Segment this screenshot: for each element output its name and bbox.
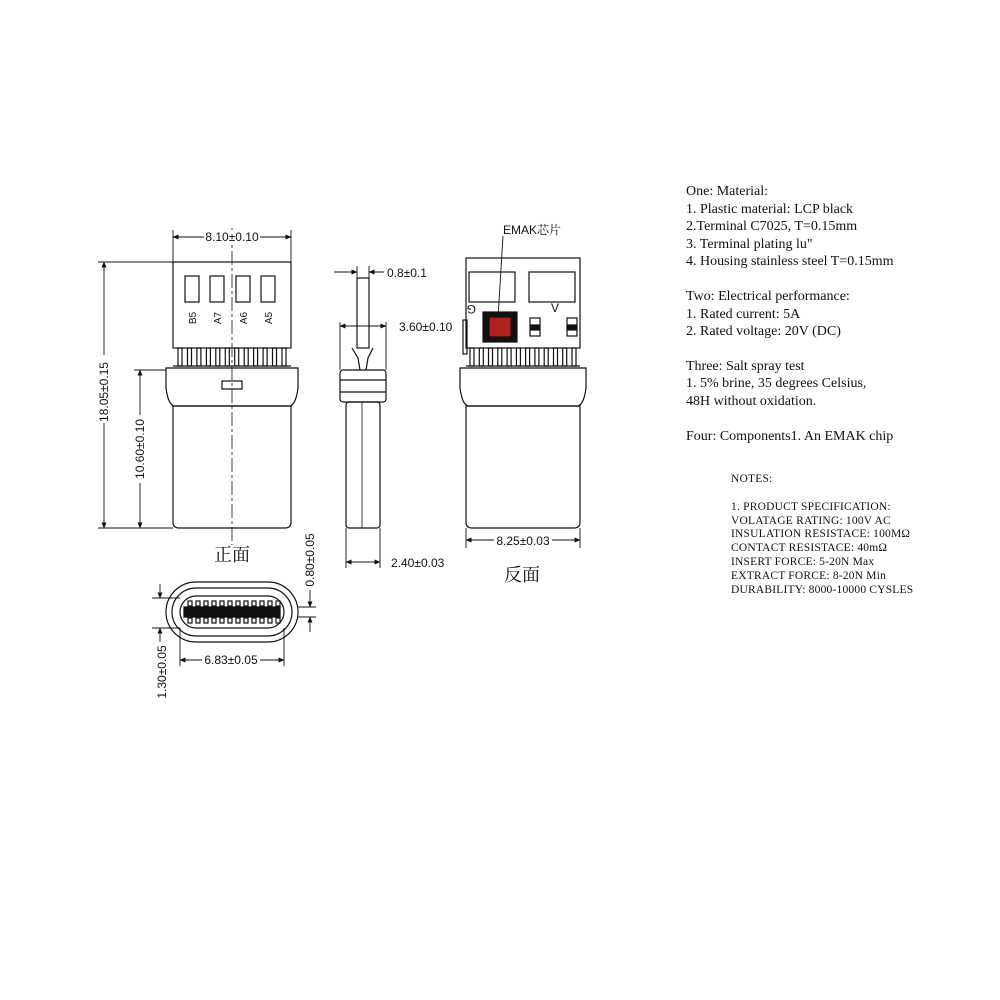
terminal-pin (273, 348, 277, 366)
notes-item: 1. PRODUCT SPECIFICATION: (731, 500, 891, 513)
side-view (340, 278, 386, 528)
terminal-pin (254, 348, 258, 366)
contact-tooth (196, 601, 200, 606)
dim-side-width: 2.40±0.03 (391, 556, 445, 570)
pin-label: A7 (213, 311, 224, 325)
contact-tooth (196, 618, 200, 623)
dim-opening-height: 1.30±0.05 (155, 645, 169, 699)
notes-item: INSERT FORCE: 5-20N Max (731, 555, 875, 568)
contact-tooth (276, 601, 280, 606)
back-view (460, 236, 586, 528)
pin-labels (188, 311, 275, 324)
terminal-pin (244, 348, 248, 366)
contact-tooth (244, 601, 248, 606)
spec-item: 2.Terminal C7025, T=0.15mm (686, 219, 858, 235)
terminal-pin (197, 348, 201, 366)
terminal-pin (470, 348, 474, 366)
dim-pcb-thickness: 0.8±0.1 (387, 266, 427, 280)
notes-item: DURABILITY: 8000-10000 CYSLES (731, 583, 914, 596)
contact-tooth (220, 618, 224, 623)
pin-label: B5 (188, 311, 199, 325)
dim-shell-height: 10.60±0.10 (133, 419, 147, 479)
terminal-pin (188, 348, 192, 366)
spec-item: 3. Terminal plating lu" (686, 236, 813, 252)
terminal-pin (554, 348, 558, 366)
notes-item: CONTACT RESISTACE: 40mΩ (731, 542, 888, 555)
pin-label: A5 (264, 311, 275, 325)
contact-tooth (244, 618, 248, 623)
terminal-pin (282, 348, 286, 366)
contact-tooth (228, 618, 232, 623)
dim-side-height: 3.60±0.10 (399, 320, 453, 334)
terminal-pin (206, 348, 210, 366)
contact-tooth (220, 601, 224, 606)
contact-tooth (212, 618, 216, 623)
contact-tooth (260, 618, 264, 623)
spec-title: Four: Components1. An EMAK chip (686, 428, 894, 444)
contact-tooth (188, 618, 192, 623)
spec-item: 48H without oxidation. (686, 393, 817, 409)
spec-title: Three: Salt spray test (686, 358, 805, 374)
terminal-pin (263, 348, 267, 366)
contact-tooth (188, 601, 192, 606)
terminal-pin (235, 348, 239, 366)
spec-item: 4. Housing stainless steel T=0.15mm (686, 254, 894, 270)
spec-item: 1. Rated current: 5A (686, 306, 801, 322)
terminal-pin (216, 348, 220, 366)
terminal-pin (526, 348, 530, 366)
contact-tooth (268, 601, 272, 606)
terminal-pin (544, 348, 548, 366)
spec-salt (686, 358, 986, 411)
dim-width-top: 8.10±0.10 (205, 230, 259, 244)
notes-item: INSULATION RESISTACE: 100MΩ (731, 528, 911, 541)
terminal-pin (178, 348, 182, 366)
contact-tooth (236, 618, 240, 623)
notes-title: NOTES: (731, 473, 773, 485)
front-dimensions (98, 230, 291, 528)
terminal-pin (563, 348, 567, 366)
contact-tooth (228, 601, 232, 606)
contact-tooth (260, 601, 264, 606)
dim-opening-height-small: 0.80±0.05 (303, 533, 317, 587)
spec-item: 1. 5% brine, 35 degrees Celsius, (686, 376, 867, 392)
terminal-pin (479, 348, 483, 366)
notes-item: EXTRACT FORCE: 8-20N Min (731, 569, 887, 582)
terminal-pin (572, 348, 576, 366)
terminal-pin (507, 348, 511, 366)
contact-tooth (268, 618, 272, 623)
terminal-pin (535, 348, 539, 366)
contact-tooth (204, 618, 208, 623)
side-dimensions (334, 266, 386, 568)
dim-opening-width: 6.83±0.05 (204, 653, 258, 667)
terminal-pin (489, 348, 493, 366)
dim-total-height: 18.05±0.15 (97, 362, 111, 422)
contact-tooth (276, 618, 280, 623)
spec-title: One: Material: (686, 184, 769, 199)
spec-title: Two: Electrical performance: (686, 288, 850, 304)
contact-tooth (212, 601, 216, 606)
contact-tooth (204, 601, 208, 606)
contact-tooth (236, 601, 240, 606)
contact-tooth (252, 618, 256, 623)
chip-label: EMAK芯片 (503, 223, 562, 237)
notes-block (731, 473, 991, 597)
terminal-pin (498, 348, 502, 366)
terminal-pin (516, 348, 520, 366)
spec-electrical (686, 288, 986, 341)
contact-tooth (252, 601, 256, 606)
front-view (166, 228, 298, 545)
spec-components (686, 428, 986, 446)
spec-item: 1. Plastic material: LCP black (686, 201, 854, 217)
front-view-label: 正面 (214, 545, 250, 565)
spec-block (686, 183, 986, 462)
spec-material (686, 183, 986, 271)
back-view-label: 反面 (504, 565, 540, 585)
pin-label: A6 (239, 311, 250, 325)
opening-view (166, 582, 298, 642)
back-mark-g: G (466, 302, 476, 316)
terminal-pin (225, 348, 229, 366)
dim-back-width: 8.25±0.03 (496, 534, 550, 548)
notes-item: VOLATAGE RATING: 100V AC (731, 514, 891, 527)
back-mark-v: V (551, 301, 560, 315)
spec-item: 2. Rated voltage: 20V (DC) (686, 324, 841, 340)
